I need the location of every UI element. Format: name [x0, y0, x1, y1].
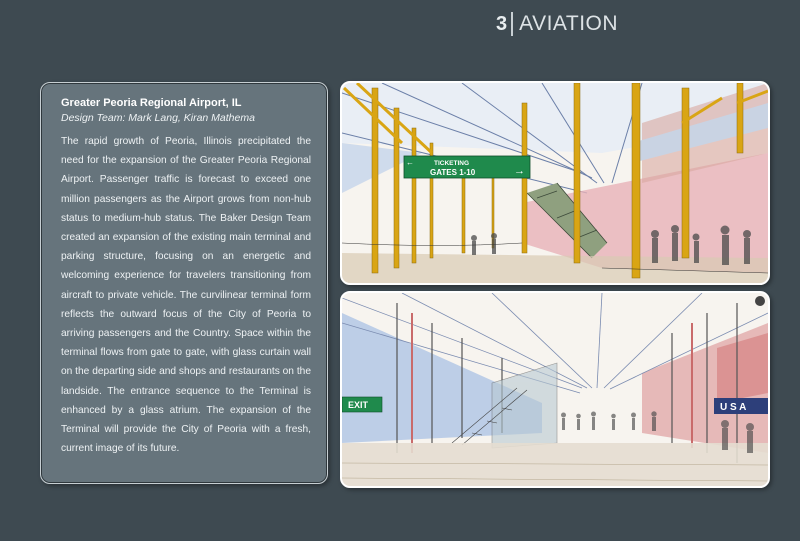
project-description: The rapid growth of Peoria, Illinois precipitated the need for the expansion of the Greater Peoria Regional Airport. Passenger traffic is forecast to exceed one million passengers as the Airport grows from non-hub status to medium-hub status. The Baker Design Team created an expansion of the existing main terminal and parking structure, focusing on an energetic and welcoming experience for travelers transitioning from aircraft to private vehicle. The curvilinear terminal form reflects the outward focus of the City of Peoria to arriving passengers and the Country. Space within the terminal flows from gate to gate, with glass curtain wall on the departing side and shops and restaurants on the landside. The entrance sequence to the Terminal is enhanced by a glass atrium. The expansion of the Terminal will provide the City of Peoria with a fresh, current image of its future. — [61, 136, 311, 455]
section-number: 3 — [496, 12, 508, 35]
sign-gates-text: GATES 1-10 — [430, 168, 476, 177]
project-title: Greater Peoria Regional Airport, IL — [61, 97, 242, 109]
usa-sign — [714, 398, 768, 414]
terminal-sketch-ticketing — [340, 81, 770, 285]
exit-sign-text: EXIT — [348, 400, 369, 410]
sign-arrow-right: → — [514, 165, 525, 177]
ticketing-gates-sign — [404, 156, 530, 178]
design-team: Design Team: Mark Lang, Kiran Mathema — [61, 112, 255, 124]
exit-sign — [342, 397, 382, 412]
section-title: AVIATION — [519, 12, 619, 35]
sign-arrow-left: ← — [406, 158, 414, 167]
sign-ticketing-text: TICKETING — [434, 160, 470, 167]
ticketing-sketch-drawing — [342, 83, 768, 283]
project-text-panel — [40, 82, 328, 484]
section-header — [496, 12, 618, 36]
section-divider — [511, 12, 513, 36]
terminal-sketch-concourse — [340, 291, 770, 488]
usa-sign-text: U S A — [720, 402, 747, 413]
concourse-sketch-drawing — [342, 293, 768, 486]
